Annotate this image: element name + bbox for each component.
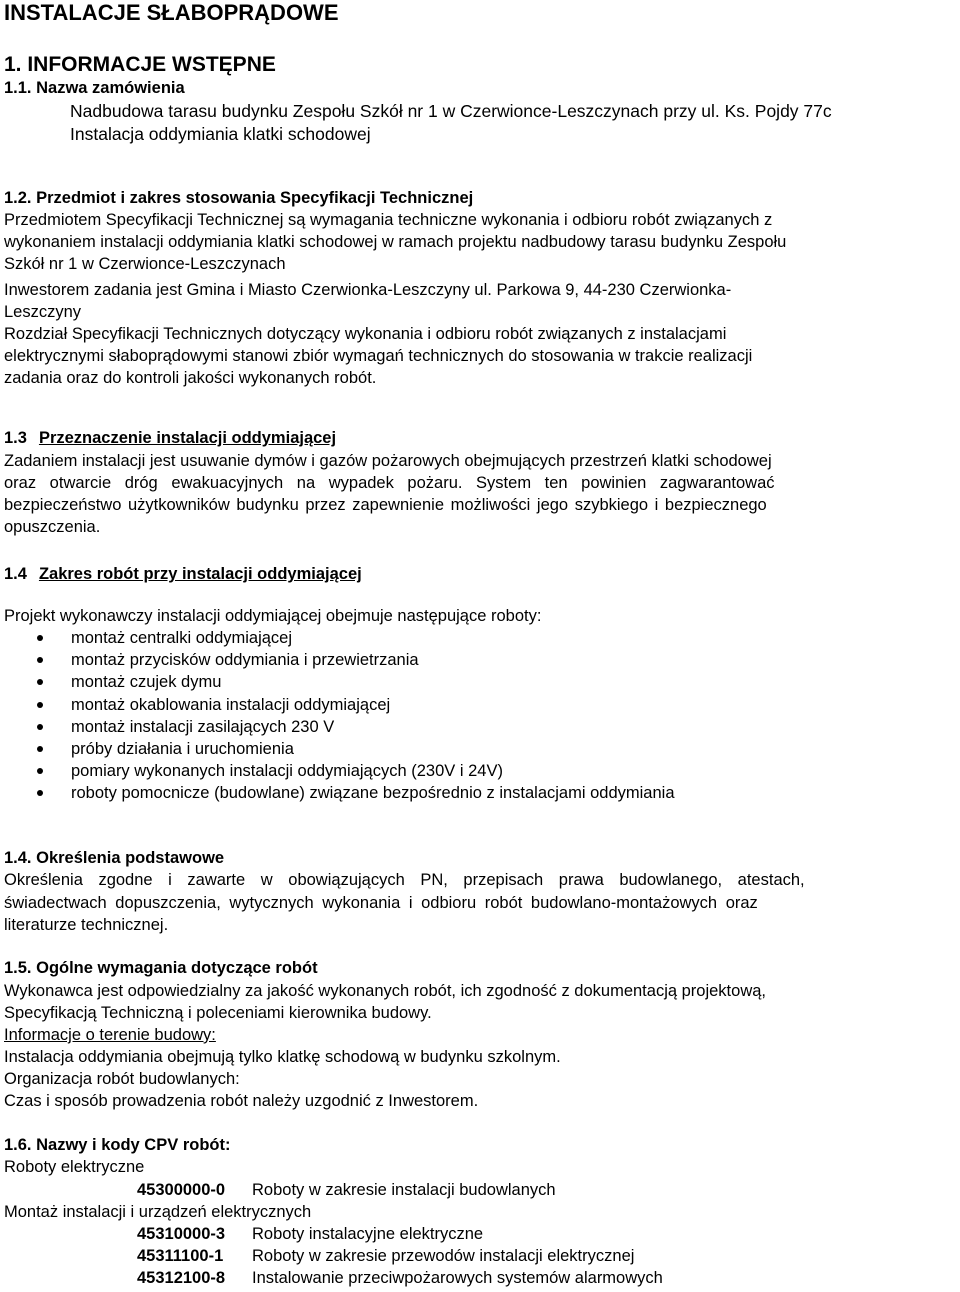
paragraph-line: elektrycznymi słaboprądowymi stanowi zbiór wymagań technicznych do stosowania w trakcie realizacji bbox=[4, 347, 753, 365]
paragraph-line: Projekt wykonawczy instalacji oddymiającej obejmuje następujące roboty: bbox=[4, 607, 542, 625]
paragraph-line: Szkół nr 1 w Czerwionce-Leszczynach bbox=[4, 255, 286, 273]
paragraph-line: Inwestorem zadania jest Gmina i Miasto Czerwionka-Leszczyny ul. Parkowa 9, 44-230 Czerwionka- bbox=[4, 281, 732, 299]
cpv-code: 45311100-1 bbox=[137, 1247, 224, 1265]
paragraph-line: wykonaniem instalacji oddymiania klatki schodowej w ramach projektu nadbudowy tarasu budynku Zespołu bbox=[4, 233, 787, 251]
section-heading-1: 1. INFORMACJE WSTĘPNE bbox=[4, 53, 276, 76]
paragraph-line: Przedmiotem Specyfikacji Technicznej są wymagania techniczne wykonania i odbioru robót związanych z bbox=[4, 211, 773, 229]
paragraph-line: Instalacja oddymiania obejmują tylko klatkę schodową w budynku szkolnym. bbox=[4, 1048, 561, 1066]
works-list-item: montaż okablowania instalacji oddymiającej bbox=[71, 695, 391, 714]
bullet-icon bbox=[37, 702, 43, 708]
works-list-item: próby działania i uruchomienia bbox=[71, 740, 294, 758]
cpv-description: Roboty w zakresie przewodów instalacji elektrycznej bbox=[252, 1247, 635, 1265]
section-heading-1-5: 1.5. Ogólne wymagania dotyczące robót bbox=[4, 959, 318, 977]
paragraph-line: oraz otwarcie dróg ewakuacyjnych na wypadek pożaru. System ten powinien zagwarantować bbox=[4, 474, 775, 492]
section-heading-1-1: 1.1. Nazwa zamówienia bbox=[4, 79, 185, 97]
bullet-icon bbox=[37, 768, 43, 774]
paragraph-line: bezpieczeństwo użytkowników budynku przez zapewnienie możliwości jego szybkiego i bezpiecznego bbox=[4, 496, 767, 514]
section-heading-1-4b: 1.4. Określenia podstawowe bbox=[4, 849, 225, 867]
cpv-code: 45312100-8 bbox=[137, 1269, 226, 1287]
paragraph-line: Określenia zgodne i zawarte w obowiązujących PN, przepisach prawa budowlanego, atestach, bbox=[4, 871, 805, 889]
order-name-line: Instalacja oddymiania klatki schodowej bbox=[70, 124, 371, 144]
paragraph-line: Organizacja robót budowlanych: bbox=[4, 1070, 240, 1088]
section-heading-1-6: 1.6. Nazwy i kody CPV robót: bbox=[4, 1136, 231, 1154]
paragraph-line: zadania oraz do kontroli jakości wykonanych robót. bbox=[4, 369, 377, 387]
works-list-item: montaż przycisków oddymiania i przewietrzania bbox=[71, 651, 419, 670]
section-number: 1.3 bbox=[4, 429, 27, 447]
bullet-icon bbox=[37, 635, 43, 641]
works-list-item: montaż instalacji zasilających 230 V bbox=[71, 717, 335, 736]
paragraph-line: świadectwach dopuszczenia, wytycznych wykonania i odbioru robót budowlano-montażowych oraz bbox=[4, 894, 758, 912]
works-list-item: pomiary wykonanych instalacji oddymiających (230V i 24V) bbox=[71, 762, 503, 781]
order-name-line: Nadbudowa tarasu budynku Zespołu Szkół nr 1 w Czerwionce-Leszczynach przy ul. Ks. Pojdy 77c bbox=[70, 101, 832, 121]
cpv-description: Roboty instalacyjne elektryczne bbox=[252, 1225, 484, 1243]
cpv-description: Instalowanie przeciwpożarowych systemów alarmowych bbox=[252, 1269, 663, 1287]
paragraph-line: literaturze technicznej. bbox=[4, 916, 169, 934]
section-title: Przeznaczenie instalacji oddymiającej bbox=[38, 429, 337, 447]
paragraph-line: Leszczyny bbox=[4, 303, 82, 321]
works-list-item: roboty pomocnicze (budowlane) związane bezpośrednio z instalacjami oddymiania bbox=[71, 784, 675, 803]
bullet-icon bbox=[37, 657, 43, 663]
cpv-group-label: Roboty elektryczne bbox=[4, 1158, 145, 1176]
paragraph-line: Zadaniem instalacji jest usuwanie dymów i gazów pożarowych obejmujących przestrzeń klatki schodowej bbox=[4, 452, 772, 470]
paragraph-line: opuszczenia. bbox=[4, 518, 101, 536]
section-title: Zakres robót przy instalacji oddymiającej bbox=[38, 565, 362, 583]
section-heading-1-2: 1.2. Przedmiot i zakres stosowania Specyfikacji Technicznej bbox=[4, 189, 474, 207]
cpv-code: 45300000-0 bbox=[137, 1181, 226, 1199]
works-list-item: montaż czujek dymu bbox=[71, 673, 222, 692]
document-title: INSTALACJE SŁABOPRĄDOWE bbox=[4, 0, 339, 25]
section-heading-1-3 bbox=[4, 428, 336, 448]
cpv-group-label: Montaż instalacji i urządzeń elektrycznych bbox=[4, 1203, 312, 1221]
site-info-heading: Informacje o terenie budowy: bbox=[4, 1026, 216, 1044]
bullet-icon bbox=[37, 746, 43, 752]
bullet-icon bbox=[37, 724, 43, 730]
paragraph-line: Specyfikacją Techniczną i poleceniami kierownika budowy. bbox=[4, 1004, 432, 1022]
section-number: 1.4 bbox=[4, 565, 27, 583]
paragraph-line: Wykonawca jest odpowiedzialny za jakość wykonanych robót, ich zgodność z dokumentacją projektową, bbox=[4, 982, 766, 1000]
cpv-code: 45310000-3 bbox=[137, 1225, 226, 1243]
bullet-icon bbox=[37, 790, 43, 796]
section-heading-1-4 bbox=[4, 564, 362, 584]
cpv-description: Roboty w zakresie instalacji budowlanych bbox=[252, 1181, 556, 1199]
paragraph-line: Rozdział Specyfikacji Technicznych dotyczący wykonania i odbioru robót związanych z instalacjami bbox=[4, 325, 727, 343]
paragraph-line: Czas i sposób prowadzenia robót należy uzgodnić z Inwestorem. bbox=[4, 1092, 479, 1110]
bullet-icon bbox=[37, 679, 43, 685]
works-list-item: montaż centralki oddymiającej bbox=[71, 629, 293, 647]
